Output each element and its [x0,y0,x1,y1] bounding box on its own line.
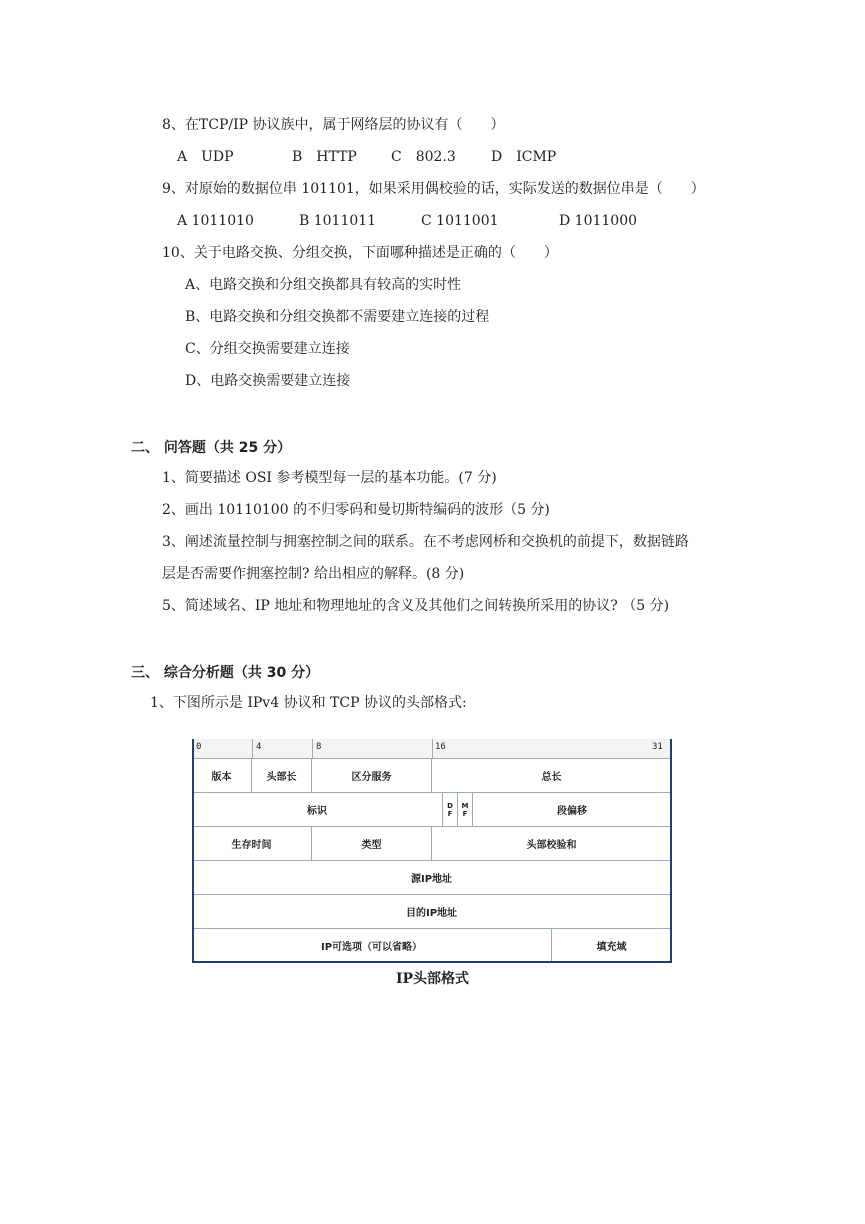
fragment-offset-field: 段偏移 [473,793,672,827]
padding-field: 填充域 [552,929,672,963]
bit-label: 31 [652,742,663,752]
question-8: 8、在TCP/IP 协议族中，属于网络层的协议有（ ） [162,117,505,133]
ip-options-field: IP可选项（可以省略） [192,929,552,963]
df-flag-field: D F [443,793,458,827]
total-length-field: 总长 [432,759,672,793]
q8-option-c: C 802.3 [391,149,456,165]
question-10: 10、关于电路交换、分组交换，下面哪种描述是正确的（ ） [162,245,558,261]
source-ip-field: 源IP地址 [192,861,672,895]
header-length-field: 头部长 [252,759,312,793]
section-2-item: 2、画出 10110100 的不归零码和曼切斯特编码的波形（5 分) [162,502,550,518]
version-field: 版本 [192,759,252,793]
q9-option-a: A 1011010 [177,213,254,229]
bit-label: 0 [196,742,202,752]
q9-option-b: B 1011011 [299,213,377,229]
q10-option-d: D、电路交换需要建立连接 [185,373,351,389]
bit-label: 16 [435,742,446,752]
protocol-field: 类型 [312,827,432,861]
right-border [670,739,672,963]
q10-option-c: C、分组交换需要建立连接 [185,341,350,357]
q10-option-a: A、电路交换和分组交换都具有较高的实时性 [185,277,462,293]
section-3-title: 三、 综合分析题（共 30 分） [131,665,320,681]
section-2-item: 3、阐述流量控制与拥塞控制之间的联系。在不考虑网桥和交换机的前提下，数据链路 [162,534,689,550]
ip-header-diagram [192,739,672,963]
q8-option-b: B HTTP [292,149,357,165]
section-2-item: 5、简述域名、IP 地址和物理地址的含义及其他们之间转换所采用的协议? （5 分) [162,598,670,614]
identification-field: 标识 [192,793,443,827]
section-2-item: 层是否需要作拥塞控制? 给出相应的解释。(8 分) [162,566,465,582]
q8-option-d: D ICMP [491,149,557,165]
ttl-field: 生存时间 [192,827,312,861]
q10-option-b: B、电路交换和分组交换都不需要建立连接的过程 [185,309,490,325]
checksum-field: 头部校验和 [432,827,672,861]
question-9: 9、对原始的数据位串 101101，如果采用偶校验的话，实际发送的数据位串是（ ） [162,181,705,197]
q9-option-d: D 1011000 [559,213,638,229]
q9-option-c: C 1011001 [421,213,499,229]
left-border [192,739,194,963]
section-2-title: 二、 问答题（共 25 分） [131,440,292,456]
bottom-border [192,961,672,963]
bit-label: 8 [316,742,322,752]
section-2-item: 1、简要描述 OSI 参考模型每一层的基本功能。(7 分) [162,470,497,486]
q8-option-a: A UDP [177,149,234,165]
destination-ip-field: 目的IP地址 [192,895,672,929]
bit-label: 4 [256,742,262,752]
tos-field: 区分服务 [312,759,432,793]
ip-header-caption: IP头部格式 [395,971,470,987]
section-3-intro: 1、下图所示是 IPv4 协议和 TCP 协议的头部格式: [150,695,467,711]
mf-flag-field: M F [458,793,473,827]
bit-ruler [192,739,672,759]
